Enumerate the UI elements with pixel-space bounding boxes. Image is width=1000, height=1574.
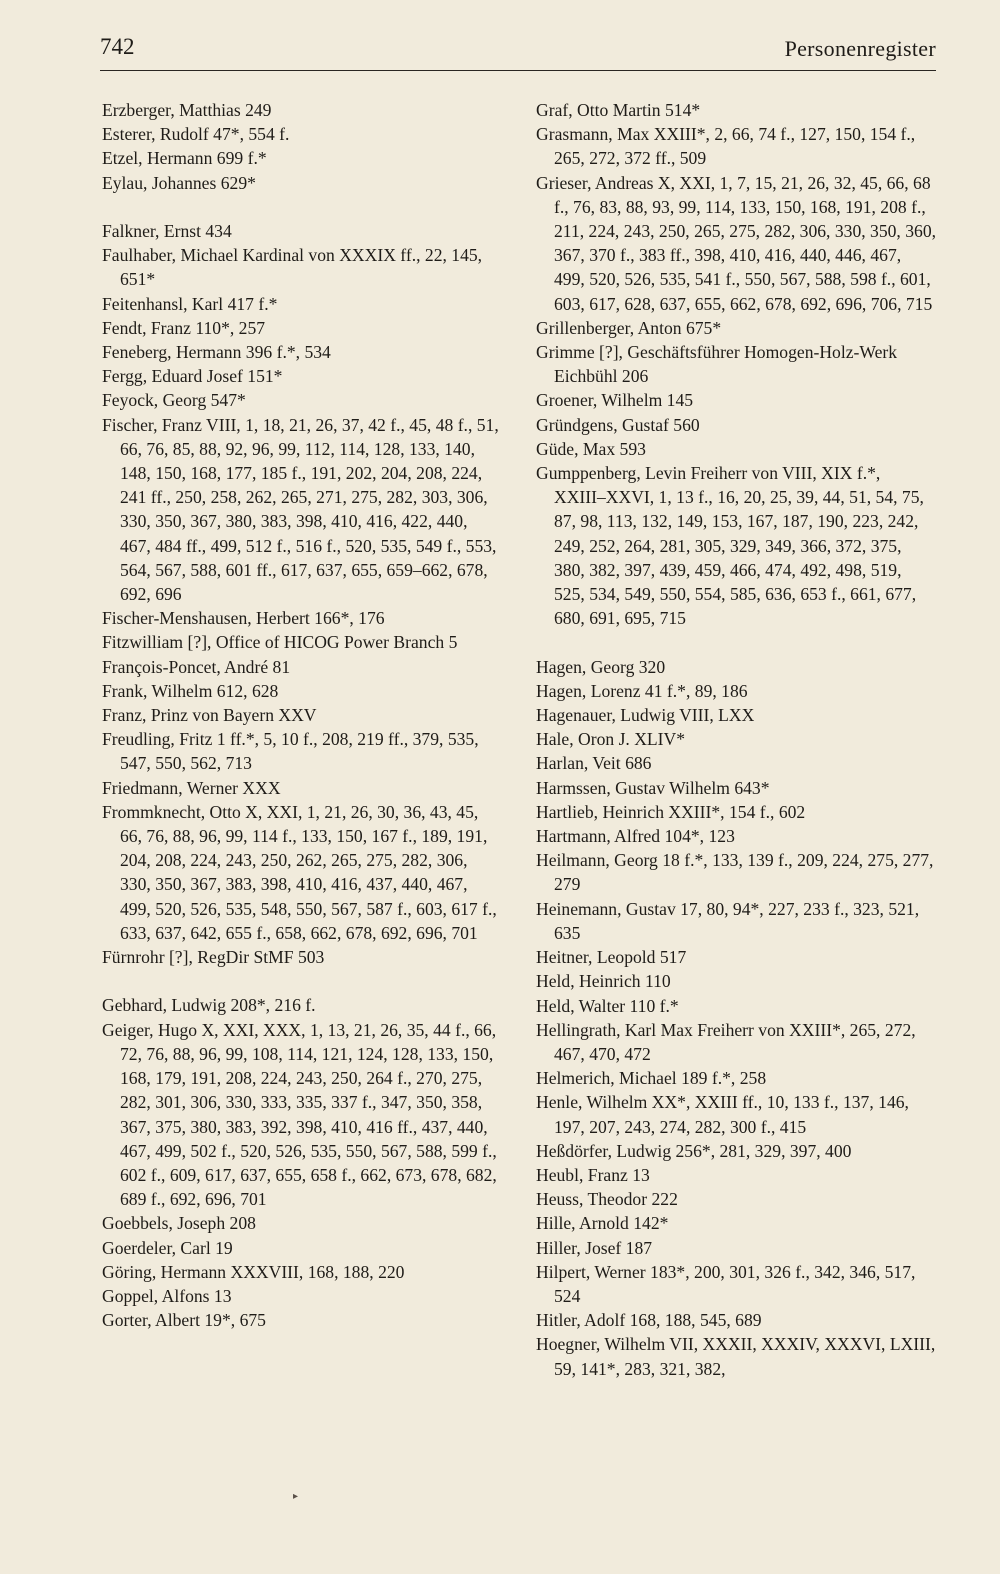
index-entry: Franz, Prinz von Bayern XXV	[102, 705, 317, 726]
index-entry: Fergg, Eduard Josef 151*	[102, 366, 283, 387]
letter-group-gap	[102, 195, 502, 219]
index-entry: Faulhaber, Michael Kardinal von XXXIX ff., 22, 145, 651*	[102, 245, 483, 290]
header-rule	[100, 70, 936, 71]
index-entry: Feitenhansl, Karl 417 f.*	[102, 293, 278, 314]
index-entry: Harmssen, Gustav Wilhelm 643*	[536, 777, 770, 798]
index-entry: Fendt, Franz 110*, 257	[102, 317, 266, 338]
index-entry: Goppel, Alfons 13	[102, 1285, 232, 1306]
index-entry: Göring, Hermann XXXVIII, 168, 188, 220	[102, 1261, 405, 1282]
index-entry: Goebbels, Joseph 208	[102, 1213, 256, 1234]
index-column-right	[536, 98, 936, 1381]
index-entry: Held, Walter 110 f.*	[536, 995, 679, 1016]
index-entry: Gumppenberg, Levin Freiherr von VIII, XIX f.*, XXIII–XXVI, 1, 13 f., 16, 20, 25, 39, 44, 51, 54, 75, 87, 98, 113, 132, 149, 153, 167, 187, 190, 223, 242, 249, 252, 264, 281, 305, 329, 349, 366, 372, 375, 380, 382, 397, 439, 459, 466, 474, 492, 498, 519, 525, 534, 549, 550, 554, 585, 636, 653 f., 661, 677, 680, 691, 695, 715	[536, 463, 924, 629]
index-entry: Grieser, Andreas X, XXI, 1, 7, 15, 21, 26, 32, 45, 66, 68 f., 76, 83, 88, 93, 99, 114, 133, 150, 168, 191, 208 f., 211, 224, 243, 250, 265, 275, 282, 306, 330, 350, 360, 367, 370 f., 383 ff., 398, 410, 416, 440, 446, 467, 499, 520, 526, 535, 541 f., 550, 567, 588, 598 f., 601, 603, 617, 628, 637, 655, 662, 678, 692, 696, 706, 715	[536, 172, 937, 314]
index-entry: Grimme [?], Geschäftsführer Homogen-Holz-Werk Eichbühl 206	[536, 342, 898, 387]
index-entry: Feneberg, Hermann 396 f.*, 534	[102, 342, 331, 363]
index-entry: Freudling, Fritz 1 ff.*, 5, 10 f., 208, 219 ff., 379, 535, 547, 550, 562, 713	[102, 729, 479, 774]
index-entry: Frommknecht, Otto X, XXI, 1, 21, 26, 30, 36, 43, 45, 66, 76, 88, 96, 99, 114 f., 133, 150, 167 f., 189, 191, 204, 208, 224, 243, 250, 262, 265, 275, 282, 306, 330, 350, 367, 383, 398, 410, 416, 437, 440, 467, 499, 520, 526, 535, 548, 550, 567, 587 f., 603, 617 f., 633, 637, 642, 655 f., 658, 662, 678, 692, 696, 701	[102, 801, 497, 943]
index-entry: Hagen, Georg 320	[536, 656, 666, 677]
index-entry: Eylau, Johannes 629*	[102, 172, 256, 193]
index-entry: Hale, Oron J. XLIV*	[536, 729, 686, 750]
index-entry: Henle, Wilhelm XX*, XXIII ff., 10, 133 f., 137, 146, 197, 207, 243, 274, 282, 300 f., 415	[536, 1092, 909, 1137]
letter-group-gap	[536, 630, 936, 654]
index-entry: Erzberger, Matthias 249	[102, 100, 272, 120]
index-entry: Fischer, Franz VIII, 1, 18, 21, 26, 37, 42 f., 45, 48 f., 51, 66, 76, 85, 88, 92, 96, 99, 112, 114, 128, 133, 140, 148, 150, 168, 177, 185 f., 191, 202, 204, 208, 224, 241 ff., 250, 258, 262, 265, 271, 275, 282, 303, 306, 330, 350, 367, 380, 383, 398, 410, 416, 422, 440, 467, 484 ff., 499, 512 f., 516 f., 520, 535, 549 f., 553, 564, 567, 588, 601 ff., 617, 637, 655, 659–662, 678, 692, 696	[102, 414, 499, 605]
index-entry: Groener, Wilhelm 145	[536, 390, 694, 411]
index-entry: Etzel, Hermann 699 f.*	[102, 148, 267, 169]
index-entry: Geiger, Hugo X, XXI, XXX, 1, 13, 21, 26, 35, 44 f., 66, 72, 76, 88, 96, 99, 108, 114, 121, 124, 128, 133, 150, 168, 179, 191, 208, 224, 243, 250, 264 f., 270, 275, 282, 301, 306, 330, 333, 335, 337 f., 347, 350, 358, 367, 375, 380, 383, 392, 398, 410, 416 ff., 437, 440, 467, 499, 502 f., 520, 526, 535, 550, 567, 588, 599 f., 602 f., 609, 617, 637, 655, 658 f., 662, 673, 678, 682, 689 f., 692, 696, 701	[102, 1019, 497, 1210]
letter-group-gap	[102, 969, 502, 993]
index-entry: Friedmann, Werner XXX	[102, 777, 281, 798]
index-entry: Gründgens, Gustaf 560	[536, 414, 700, 435]
index-entry: Fischer-Menshausen, Herbert 166*, 176	[102, 608, 385, 629]
index-entry: Heilmann, Georg 18 f.*, 133, 139 f., 209, 224, 275, 277, 279	[536, 850, 934, 895]
index-entry: Hiller, Josef 187	[536, 1237, 653, 1258]
index-entry: Heinemann, Gustav 17, 80, 94*, 227, 233 f., 323, 521, 635	[536, 898, 920, 943]
index-entry: Hilpert, Werner 183*, 200, 301, 326 f., 342, 346, 517, 524	[536, 1261, 916, 1306]
index-entry: Hellingrath, Karl Max Freiherr von XXIII*, 265, 272, 467, 470, 472	[536, 1019, 916, 1064]
index-entry: Grillenberger, Anton 675*	[536, 317, 722, 338]
index-entry: Goerdeler, Carl 19	[102, 1237, 233, 1258]
index-entry: Hagenauer, Ludwig VIII, LXX	[536, 705, 755, 726]
index-entry: Heßdörfer, Ludwig 256*, 281, 329, 397, 400	[536, 1140, 852, 1161]
index-entry: Fürnrohr [?], RegDir StMF 503	[102, 947, 325, 968]
index-entry: Hartlieb, Heinrich XXIII*, 154 f., 602	[536, 801, 806, 822]
index-entry: Harlan, Veit 686	[536, 753, 652, 774]
index-entry: Heubl, Franz 13	[536, 1164, 650, 1185]
index-entry: Hagen, Lorenz 41 f.*, 89, 186	[536, 680, 748, 701]
index-entry: Grasmann, Max XXIII*, 2, 66, 74 f., 127, 150, 154 f., 265, 272, 372 ff., 509	[536, 124, 916, 169]
index-entry: Esterer, Rudolf 47*, 554 f.	[102, 124, 290, 145]
index-entry: Heuss, Theodor 222	[536, 1189, 678, 1210]
index-entry: Helmerich, Michael 189 f.*, 258	[536, 1068, 767, 1089]
index-entry: Gorter, Albert 19*, 675	[102, 1310, 266, 1331]
index-entry: Hartmann, Alfred 104*, 123	[536, 826, 735, 847]
index-entry: Hille, Arnold 142*	[536, 1213, 669, 1234]
index-entry: François-Poncet, André 81	[102, 656, 291, 677]
index-entry: Gebhard, Ludwig 208*, 216 f.	[102, 995, 316, 1016]
index-column-left	[102, 98, 502, 1332]
footer-mark: ▸	[293, 1491, 299, 1502]
index-entry: Fitzwilliam [?], Office of HICOG Power Branch 5	[102, 632, 458, 653]
index-entry: Graf, Otto Martin 514*	[536, 100, 701, 120]
index-entry: Hitler, Adolf 168, 188, 545, 689	[536, 1310, 762, 1331]
index-entry: Frank, Wilhelm 612, 628	[102, 680, 279, 701]
page-number: 742	[100, 34, 135, 59]
index-entry: Güde, Max 593	[536, 438, 646, 459]
index-entry: Hoegner, Wilhelm VII, XXXII, XXXIV, XXXVI, LXIII, 59, 141*, 283, 321, 382,	[536, 1334, 936, 1379]
index-entry: Heitner, Leopold 517	[536, 947, 687, 968]
index-entry: Falkner, Ernst 434	[102, 221, 232, 241]
index-entry: Feyock, Georg 547*	[102, 390, 246, 411]
index-entry: Held, Heinrich 110	[536, 971, 671, 992]
page-header	[100, 34, 936, 74]
running-title: Personenregister	[784, 36, 936, 61]
